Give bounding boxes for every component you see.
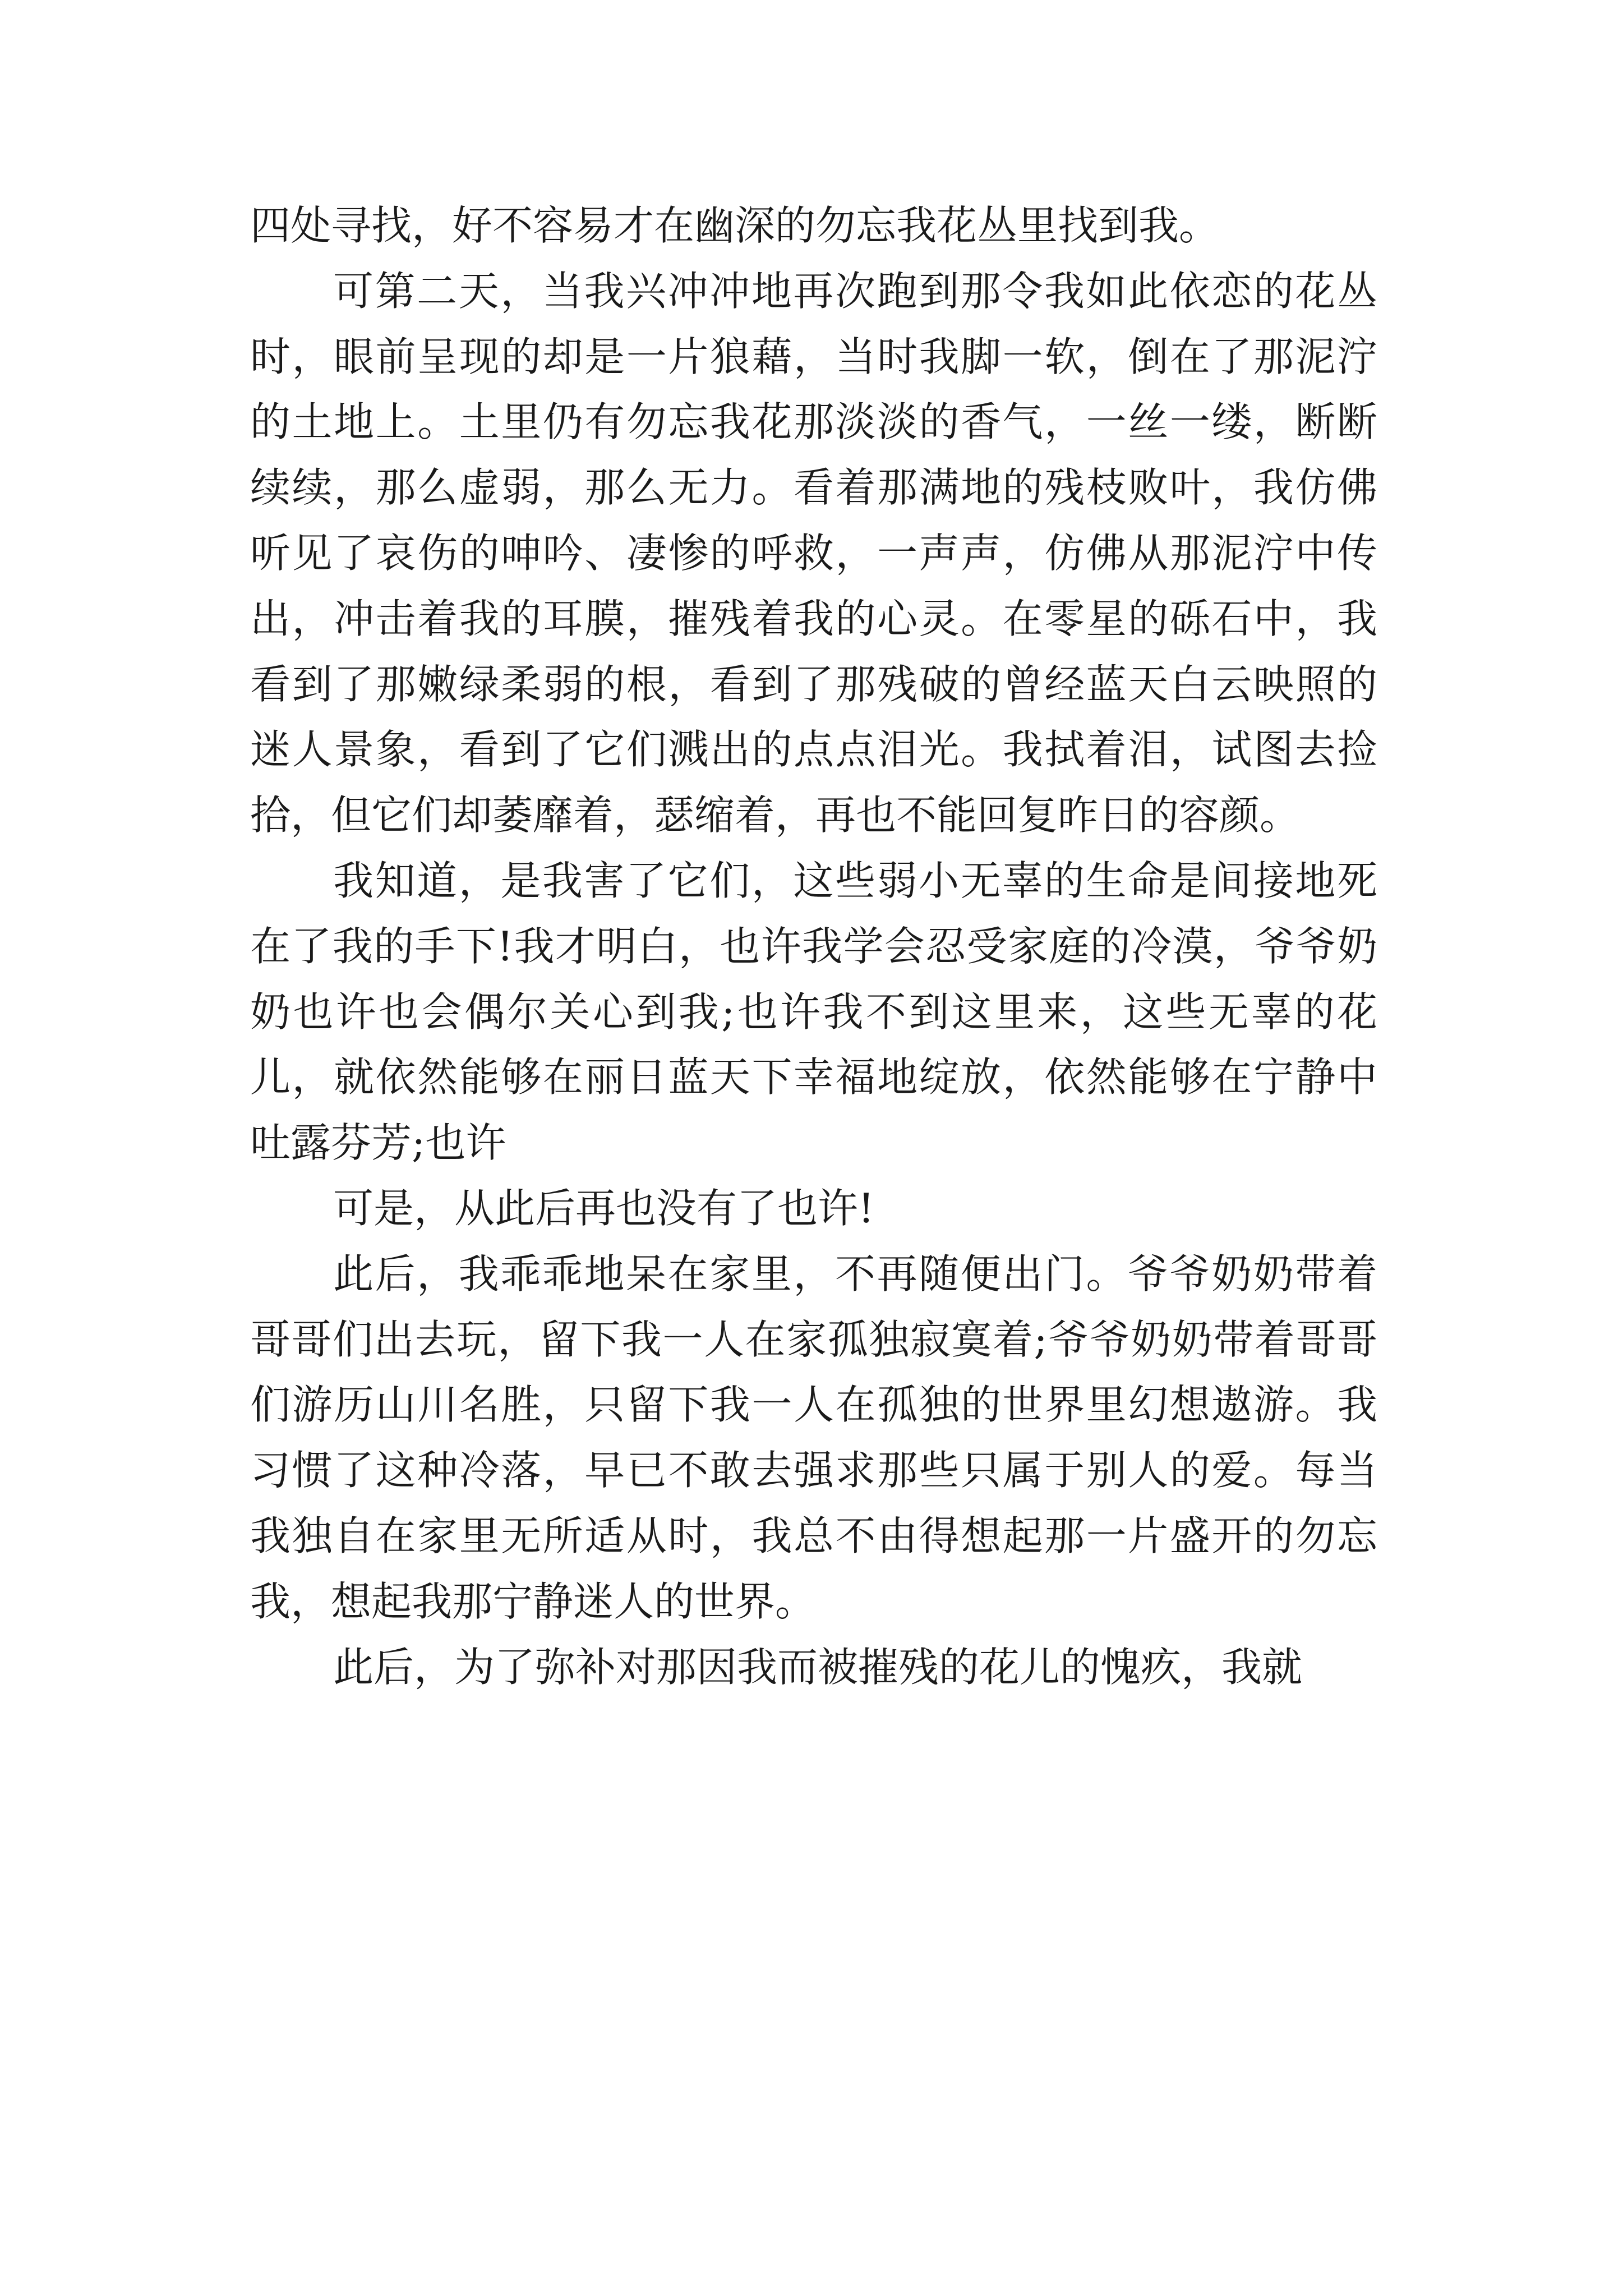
paragraph-1: 四处寻找，好不容易才在幽深的勿忘我花丛里找到我。 [250,202,1220,249]
paragraph-2: 可第二天，当我兴冲冲地再次跑到那令我如此依恋的花丛时，眼前呈现的却是一片狼藉，当时我脚一软，倒在了那泥泞的土地上。土里仍有勿忘我花那淡淡的香气，一丝一缕，断断续续，那么虚弱，那么无力。看着那满地的残枝败叶，我仿佛听见了哀伤的呻吟、凄惨的呼救，一声声，仿佛从那泥泞中传出，冲击着我的耳膜，摧残着我的心灵。在零星的砾石中，我看到了那嫩绿柔弱的根，看到了那残破的曾经蓝天白云映照的迷人景象，看到了它们溅出的点点泪光。我拭着泪，试图去捡拾，但它们却萎靡着，瑟缩着，再也不能回复昨日的容颜。 [250,267,1377,839]
paragraph-5: 此后，我乖乖地呆在家里，不再随便出门。爷爷奶奶带着哥哥们出去玩，留下我一人在家孤独寂寞着;爷爷奶奶带着哥哥们游历山川名胜，只留下我一人在孤独的世界里幻想遨游。我习惯了这种冷落，早已不敢去强求那些只属于别人的爱。每当我独自在家里无所适从时，我总不由得想起那一片盛开的勿忘我，想起我那宁静迷人的世界。 [250,1250,1377,1625]
paragraph-6: 此后，为了弥补对那因我而被摧残的花儿的愧疚，我就 [333,1643,1303,1691]
paragraph-3: 我知道，是我害了它们，这些弱小无辜的生命是间接地死在了我的手下!我才明白，也许我学会忍受家庭的冷漠，爷爷奶奶也许也会偶尔关心到我;也许我不到这里来，这些无辜的花儿，就依然能够在丽日蓝天下幸福地绽放，依然能够在宁静中吐露芬芳;也许 [250,857,1377,1167]
paragraph-4: 可是，从此后再也没有了也许! [333,1184,874,1232]
document-body [250,193,1377,1700]
